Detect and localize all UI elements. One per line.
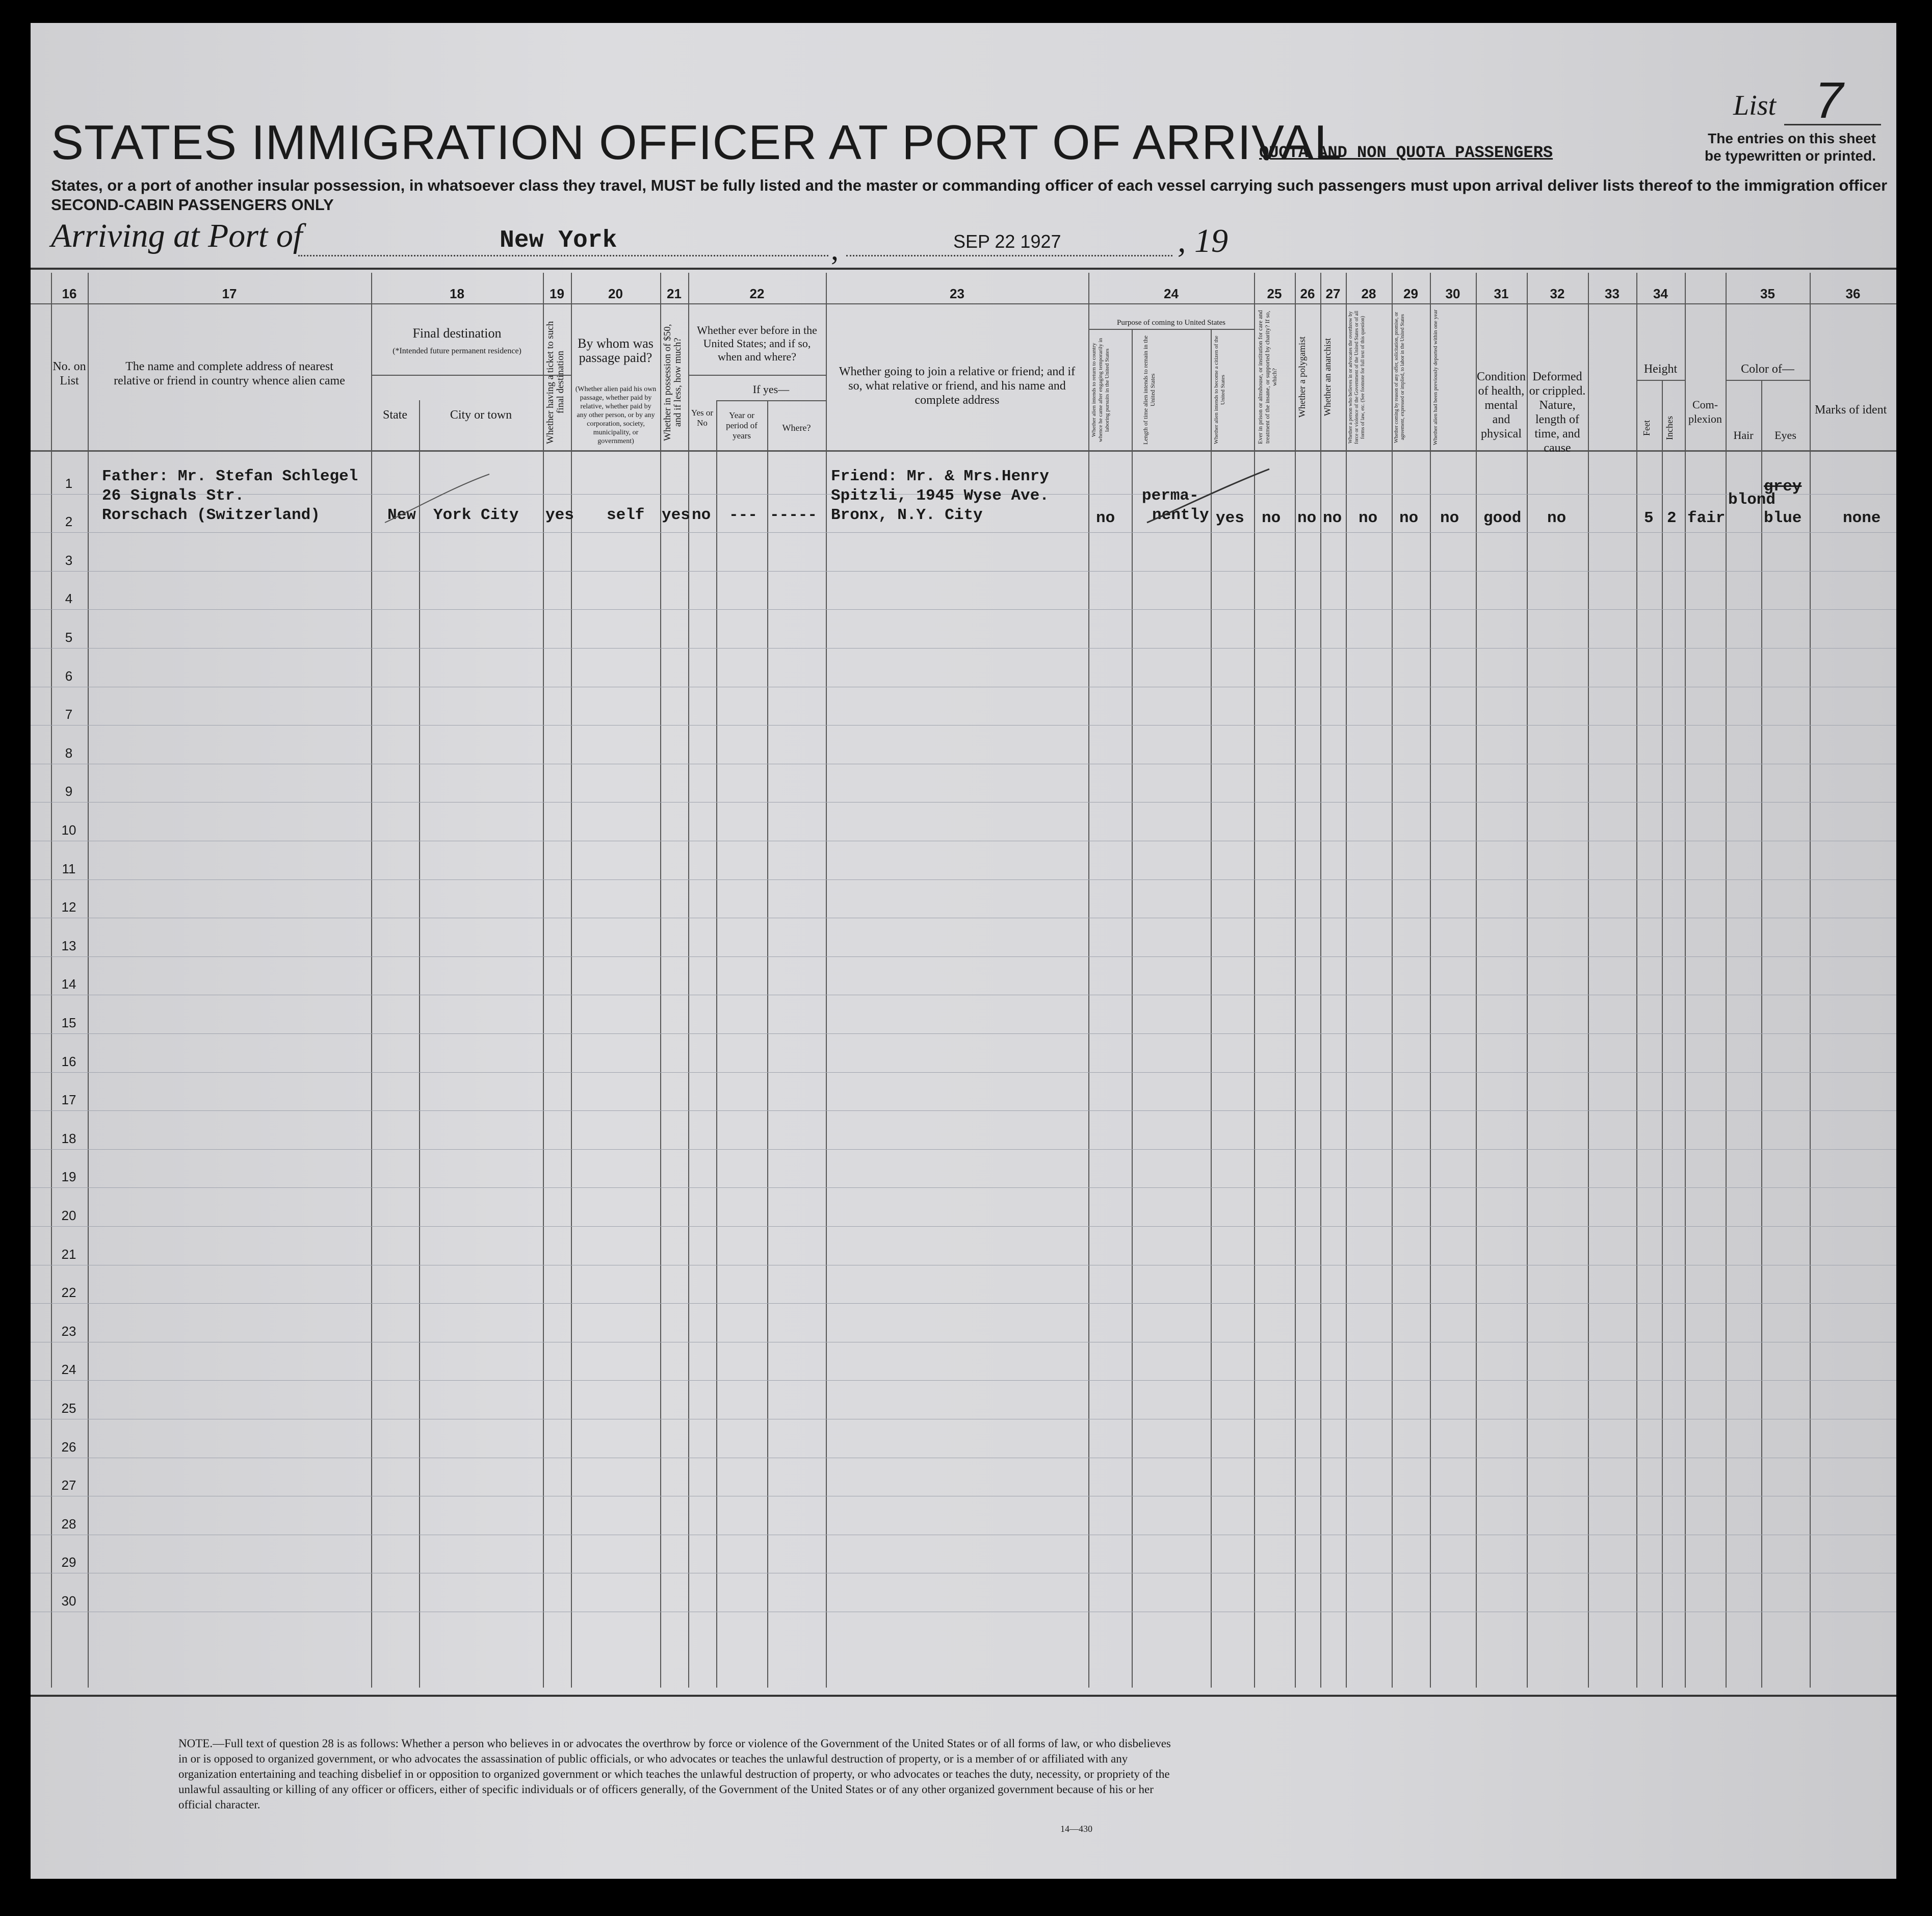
header-no-on-list: No. on List	[53, 360, 86, 387]
col-line	[688, 273, 689, 1688]
cell-health: good	[1483, 509, 1522, 527]
header-ticket: Whether having a ticket to such final destination	[545, 321, 566, 444]
quota-label: QUOTA AND NON QUOTA PASSENGERS	[1259, 143, 1553, 162]
table-row	[31, 532, 1896, 533]
header-been-before: Whether ever before in the United States; and if so, when and where?	[697, 324, 817, 363]
table-row	[31, 571, 1896, 572]
col-line	[660, 273, 661, 1688]
row-number: 24	[61, 1362, 76, 1378]
col-line	[1088, 273, 1089, 1688]
row-number: 11	[62, 861, 76, 876]
arrival-date: SEP 22 1927	[953, 231, 1061, 252]
colnum-25: 25	[1267, 286, 1282, 301]
row-number: 13	[61, 938, 76, 953]
table-row	[31, 1072, 1896, 1073]
colnum-32: 32	[1550, 286, 1565, 301]
cell-anarchist: no	[1323, 509, 1342, 527]
year-label: , 19	[1178, 222, 1228, 260]
row-number: 6	[65, 668, 73, 684]
header-intends-return: Whether alien intends to return to country whence he came after engaging temporarily in laboring pursuits in the United States	[1091, 338, 1110, 443]
table-row	[31, 1380, 1896, 1381]
header-city: City or town	[450, 408, 512, 422]
sub-divider	[688, 375, 826, 376]
header-health: Condition of health, mental and physical	[1476, 370, 1526, 441]
cell-year: ---	[729, 506, 758, 524]
row-number: 30	[61, 1593, 76, 1609]
row-number: 18	[61, 1130, 76, 1146]
intro-line-1: States, or a port of another insular possession, in whatsoever class they travel, MUST be fully listed and the master or commanding officer of each vessel carrying such passengers must upon arrival deliver lists thereof to the immigration officer	[51, 176, 1888, 194]
relative-line-3: Rorschach (Switzerland)	[102, 506, 320, 524]
port-line	[298, 255, 828, 256]
date-line	[846, 255, 1172, 256]
cell-complexion: fair	[1687, 509, 1726, 527]
header-deformed: Deformed or crippled. Nature, length of time, and cause	[1529, 370, 1586, 455]
row-number: 22	[61, 1285, 76, 1301]
cell-where: -----	[770, 506, 818, 524]
cell-citizen: yes	[1216, 509, 1244, 527]
list-number: 7	[1815, 72, 1843, 129]
colnum-21: 21	[667, 286, 682, 301]
cell-fifty-dollars: yes	[662, 506, 690, 524]
row-number: 21	[61, 1246, 76, 1262]
header-length-of-stay: Length of time alien intends to remain in the United States	[1142, 335, 1156, 445]
table-row	[31, 1303, 1896, 1304]
entries-note-line-1: The entries on this sheet	[1708, 131, 1876, 146]
sub-divider	[716, 400, 826, 401]
comma: ,	[831, 232, 839, 266]
entries-note-line-2: be typewritten or printed.	[1704, 148, 1876, 164]
intro-text	[51, 176, 1887, 215]
col-line	[1685, 273, 1686, 1688]
col-line	[826, 273, 827, 1688]
colnum-20: 20	[608, 286, 623, 301]
colnum-36: 36	[1845, 286, 1861, 301]
row-number: 15	[61, 1015, 76, 1030]
colnum-33: 33	[1605, 286, 1620, 301]
cell-been-before: no	[692, 506, 711, 524]
col-line	[1810, 273, 1811, 1688]
row-number: 14	[61, 976, 76, 992]
port-value: New York	[500, 227, 617, 254]
cell-prison: no	[1262, 509, 1281, 527]
colnum-30: 30	[1445, 286, 1460, 301]
row-number: 8	[65, 745, 73, 761]
row-number: 2	[65, 514, 73, 530]
header-color-of: Color of—	[1741, 363, 1794, 376]
cell-eyes-struck: grey	[1764, 478, 1802, 496]
col-line	[543, 273, 544, 1688]
join-line-1: Friend: Mr. & Mrs.Henry	[831, 468, 1049, 485]
colnum-18: 18	[450, 286, 464, 301]
cell-intends-return: no	[1096, 509, 1115, 527]
sub-divider	[371, 375, 571, 376]
form-code: 14—430	[1060, 1824, 1092, 1834]
header-paid-by: By whom was passage paid?	[578, 336, 654, 365]
col-line	[371, 273, 372, 1688]
header-state: State	[383, 408, 407, 422]
header-height: Height	[1643, 363, 1678, 376]
col-line	[1346, 273, 1347, 1688]
cell-deformed: no	[1547, 509, 1567, 527]
cell-overthrow: no	[1359, 509, 1378, 527]
cell-labor-offer: no	[1399, 509, 1419, 527]
header-marks: Marks of ident	[1815, 403, 1887, 417]
table-row	[31, 648, 1896, 649]
header-relative: The name and complete address of nearest relative or friend in country whence alien came	[114, 360, 345, 387]
intro-line-2: SECOND-CABIN PASSENGERS ONLY	[51, 196, 334, 214]
header-labor-offer: Whether coming by reason of any offer, solicitation, promise, or agreement, expressed or implied, to labor in the United States	[1394, 312, 1405, 443]
cell-inches: 2	[1667, 509, 1677, 527]
col-line	[88, 273, 89, 1688]
header-overthrow: Whether a person who believes in or advocates the overthrow by force or violence of the Government of the United States or of all forms of law, etc. (See footnote for full text of this question)	[1348, 310, 1366, 444]
sub-divider	[1636, 380, 1685, 381]
row-number: 7	[65, 707, 73, 722]
table-row	[31, 1187, 1896, 1188]
colnum-24: 24	[1164, 286, 1179, 301]
row-number: 27	[61, 1478, 76, 1493]
col-line	[419, 400, 420, 1688]
table-row	[31, 609, 1896, 610]
cell-hair: blond	[1728, 491, 1776, 509]
col-line	[1320, 273, 1321, 1688]
row-number: 28	[61, 1516, 76, 1532]
table-row	[31, 1149, 1896, 1150]
header-inches: Inches	[1664, 416, 1675, 441]
cell-length-1: perma-	[1142, 487, 1199, 505]
cell-deported: no	[1440, 509, 1459, 527]
header-yes-no: Yes or No	[691, 408, 714, 428]
colnum-26: 26	[1300, 286, 1315, 301]
header-anarchist: Whether an anarchist	[1322, 338, 1333, 417]
table-row	[31, 956, 1896, 957]
col-line	[1430, 273, 1431, 1688]
arriving-label: Arriving at Port of	[51, 217, 303, 254]
row-number: 23	[61, 1323, 76, 1339]
col-line	[1392, 273, 1393, 1688]
year-prefix: 19	[1194, 222, 1228, 260]
cell-feet: 5	[1644, 509, 1654, 527]
join-line-3: Bronx, N.Y. City	[831, 506, 983, 524]
list-underline	[1784, 124, 1881, 125]
header-fifty-dollars: Whether in possession of $50, and if less, how much?	[662, 324, 683, 441]
relative-line-2: 26 Signals Str.	[102, 487, 245, 505]
sub-divider	[1726, 380, 1810, 381]
row-number: 4	[65, 591, 73, 607]
header-final-destination-note: (*Intended future permanent residence)	[393, 347, 521, 355]
row-number: 25	[61, 1401, 76, 1416]
col-line	[1476, 273, 1477, 1688]
cell-eyes: blue	[1764, 509, 1802, 527]
colnum-35: 35	[1760, 286, 1775, 301]
row-number: 19	[61, 1169, 76, 1185]
row-number: 20	[61, 1208, 76, 1223]
table-row	[31, 1226, 1896, 1227]
relative-line-1: Father: Mr. Stefan Schlegel	[102, 468, 358, 485]
cell-city: York City	[433, 506, 519, 524]
row-number: 1	[65, 475, 73, 491]
header-polygamist: Whether a polygamist	[1297, 336, 1307, 418]
cell-ticket: yes	[545, 506, 574, 524]
header-hair: Hair	[1733, 429, 1754, 442]
cell-length-2: nently	[1152, 506, 1209, 524]
row-number: 10	[61, 822, 76, 838]
pencil-stroke	[382, 472, 494, 528]
table-row	[31, 725, 1896, 726]
header-prison: Ever in prison or almshouse, or institution for care and treatment of the insane, or supported by charity? If so, which?	[1257, 310, 1278, 445]
header-purpose: Purpose of coming to United States	[1117, 319, 1225, 327]
cell-polygamist: no	[1297, 509, 1317, 527]
header-become-citizen: Whether alien intends to become a citizen of the United States	[1213, 335, 1226, 445]
colnum-34: 34	[1653, 286, 1668, 301]
table-row	[31, 879, 1896, 880]
colnum-divider	[31, 303, 1896, 304]
page-title: STATES IMMIGRATION OFFICER AT PORT OF ARRIVAL	[51, 115, 1342, 170]
header-feet: Feet	[1641, 420, 1652, 436]
header-deported: Whether alien had been previously deported within one year	[1432, 309, 1439, 445]
colnum-27: 27	[1325, 286, 1341, 301]
colnum-29: 29	[1403, 286, 1418, 301]
header-where: Where?	[782, 423, 811, 433]
col-line	[1726, 273, 1727, 1688]
col-line	[571, 273, 572, 1688]
colnum-28: 28	[1361, 286, 1376, 301]
cell-paid-by: self	[607, 506, 645, 524]
header-year: Year or period of years	[726, 410, 758, 441]
join-line-2: Spitzli, 1945 Wyse Ave.	[831, 487, 1049, 505]
footnote: NOTE.—Full text of question 28 is as follows: Whether a person who believes in or advocates the overthrow by force or violence of the Government of the United States or of all forms of law, or who disbelieves in or is opposed to organized government, or who advocates the assassination of public officials, or who advocates or teaches the unlawful destruction of property, or is a member of or affiliated with any organization entertaining and teaching disbelief in or opposition to organized government or which teaches the unlawful destruction of property, or who advocates or teaches the duty, necessity, or propriety of the unlawful assaulting or killing of any officer or officers, either of specific individuals or of officers generally, of the Government of the United States or of any other organized government because of his or her official character.	[178, 1737, 1171, 1811]
header-final-destination: Final destination	[412, 326, 502, 341]
header-eyes: Eyes	[1774, 429, 1796, 442]
row-number: 17	[61, 1092, 76, 1108]
row-number: 16	[61, 1053, 76, 1069]
manifest-sheet	[31, 23, 1896, 1879]
row-number: 29	[61, 1555, 76, 1570]
col-line	[1295, 273, 1296, 1688]
col-line	[716, 400, 717, 1688]
pencil-check-mark	[1142, 467, 1274, 528]
colnum-23: 23	[950, 286, 964, 301]
list-label: List	[1733, 90, 1777, 121]
header-complexion: Com- plexion	[1688, 398, 1722, 425]
col-line	[1527, 273, 1528, 1688]
row-number: 9	[65, 784, 73, 799]
colnum-22: 22	[749, 286, 765, 301]
table-row	[31, 1033, 1896, 1034]
row-number: 12	[61, 899, 76, 915]
header-paid-by-note: (Whether alien paid his own passage, whether paid by relative, whether paid by any other person, or by any corporation, society, municipality, or government)	[575, 385, 657, 445]
colnum-16: 16	[62, 286, 77, 301]
col-line	[1636, 273, 1637, 1688]
header-join-relative: Whether going to join a relative or friend; and if so, what relative or friend, and his name and complete address	[839, 365, 1076, 407]
colnum-17: 17	[222, 286, 237, 301]
row-number: 5	[65, 630, 73, 645]
cell-marks: none	[1843, 509, 1881, 527]
cell-state: New	[387, 506, 416, 524]
col-line	[767, 400, 768, 1688]
colnum-31: 31	[1494, 286, 1509, 301]
row-number: 3	[65, 552, 73, 568]
row-number: 26	[61, 1439, 76, 1455]
table-row	[31, 1110, 1896, 1111]
header-divider	[31, 450, 1896, 452]
colnum-19: 19	[550, 286, 564, 301]
col-line	[1588, 273, 1589, 1688]
header-if-yes: If yes—	[752, 383, 790, 396]
entries-note	[1687, 130, 1876, 165]
